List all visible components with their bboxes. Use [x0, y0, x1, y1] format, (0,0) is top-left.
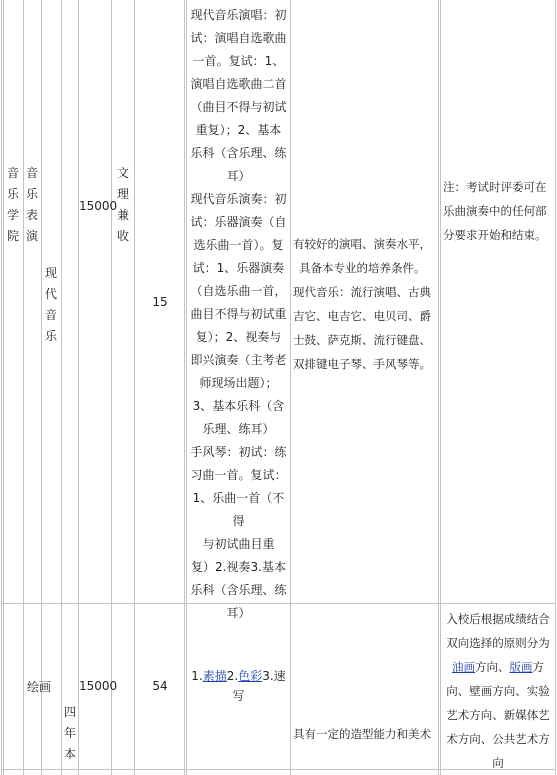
exam-num: 2. — [226, 669, 239, 683]
exam-text: 3.速 — [262, 669, 286, 683]
exam-line: 手风琴：初试：练 — [190, 445, 287, 459]
note-line: 分要求开始和结束。 — [443, 228, 547, 242]
exam-line: 师现场出题）； — [199, 376, 278, 390]
sketch-link[interactable]: 素描 — [202, 669, 227, 683]
note-line: 向、壁画方向、实验 — [446, 684, 550, 698]
exam-line: 乐科（含乐理、练 — [190, 146, 287, 160]
note-line: 注：考试时评委可在 — [443, 180, 547, 194]
category-cell: 文理兼收 — [116, 166, 129, 243]
requirement-line: 双排键电子琴、手风琴等。 — [293, 357, 431, 371]
exam-text: 写 — [232, 689, 245, 703]
duration-cell: 四年本 — [63, 705, 76, 761]
note-text: 方 — [532, 660, 544, 674]
note-line: 乐曲演奏中的任何部 — [443, 204, 547, 218]
exam-line: 现代音乐演唱：初 — [190, 8, 287, 22]
quota-cell-painting: 54 — [152, 679, 168, 693]
exam-line: 乐理、练耳） — [202, 422, 275, 436]
tuition-cell-painting: 15000 — [79, 679, 118, 693]
requirement-line: 有较好的演唱、演奏水平， — [293, 237, 431, 251]
note-line: 术方向、公共艺术方 — [446, 732, 550, 746]
exam-line: 演唱自选歌曲二首 — [190, 77, 287, 91]
note-line: 艺术方向、新媒体艺 — [446, 708, 550, 722]
exam-line: 复）；2、视奏与 — [195, 330, 282, 344]
note-line: 入校后根据成绩结合 — [446, 612, 550, 626]
requirement-line: 吉它、电吉它、电贝司、爵 — [293, 309, 431, 323]
exam-line: （自选乐曲一首， — [190, 284, 287, 298]
requirement-line: 士鼓、萨克斯、流行键盘、 — [293, 333, 431, 347]
exam-line: 试：乐器演奏（自 — [190, 215, 287, 229]
exam-line: 试：演唱自选歌曲 — [190, 31, 287, 45]
requirement-line: 现代音乐：流行演唱、古典 — [293, 285, 431, 299]
exam-line: 一首。复试：1、 — [192, 54, 285, 68]
exam-line: 乐科（含乐理、练 — [190, 583, 287, 597]
exam-subjects-cell — [187, 666, 290, 706]
printmaking-link[interactable]: 版画 — [509, 660, 533, 674]
color-link[interactable]: 色彩 — [238, 669, 263, 683]
exam-line: 耳） — [226, 169, 251, 183]
direction-cell: 现代音乐 — [44, 266, 57, 343]
notes-cell — [443, 175, 555, 247]
major-cell-painting: 绘画 — [27, 680, 52, 694]
exam-line: 试：1、乐器演奏 — [192, 261, 285, 275]
exam-line: 选乐曲一首）。复 — [193, 238, 284, 252]
college-cell: 音乐学院 — [6, 166, 19, 243]
exam-line: 重复）；2、基本 — [195, 123, 282, 137]
exam-line: 曲目不得与初试重 — [190, 307, 287, 321]
exam-line: 现代音乐演奏：初 — [190, 192, 287, 206]
exam-line: 即兴演奏（主考老 — [190, 353, 287, 367]
note-line: 向 — [492, 756, 504, 770]
note-line: 双向选择的原则分为 — [446, 636, 550, 650]
tuition-cell: 15000 — [79, 199, 118, 213]
exam-line: 3、基本乐科（含 — [192, 399, 285, 413]
requirements-cell — [293, 232, 439, 376]
requirement-line: 具备本专业的培养条件。 — [299, 261, 426, 275]
exam-line: 耳） — [226, 606, 251, 620]
major-cell: 音乐表演 — [25, 166, 38, 243]
exam-line: 1、乐曲一首（不得 — [192, 491, 285, 528]
exam-content-cell — [187, 4, 290, 625]
oil-painting-link[interactable]: 油画 — [452, 660, 475, 674]
quota-cell: 15 — [152, 295, 168, 309]
notes-cell-painting — [441, 607, 555, 775]
requirements-cell-painting: 具有一定的造型能力和美术 — [293, 727, 431, 741]
exam-num: 1. — [191, 669, 203, 683]
exam-line: 习曲一首。复试： — [190, 468, 287, 482]
exam-line: 与初试曲目重 — [202, 537, 275, 551]
exam-line: （曲目不得与初试 — [190, 100, 287, 114]
exam-line: 复）2.视奏3.基本 — [191, 560, 286, 574]
note-text: 方向、 — [475, 660, 510, 674]
